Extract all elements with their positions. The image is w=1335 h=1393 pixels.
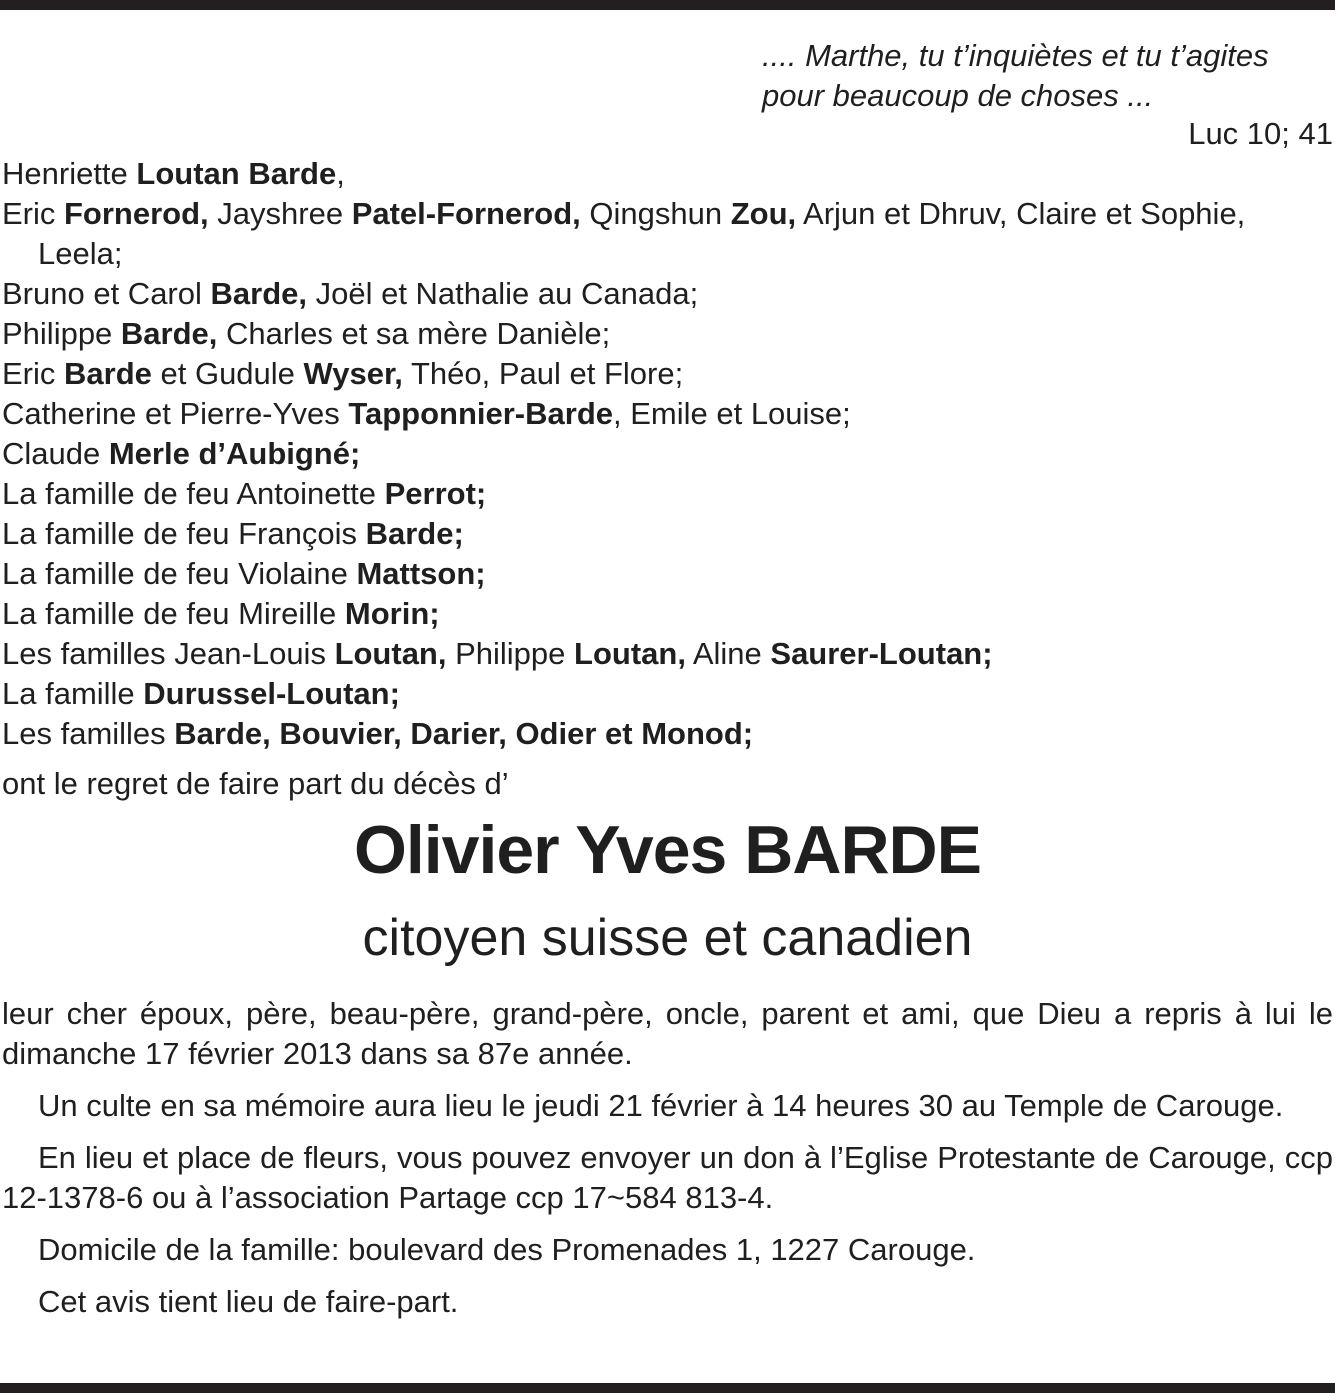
quote-line-2: pour beaucoup de choses ... <box>762 78 1154 113</box>
notice-body <box>2 994 1333 1322</box>
family-line <box>2 594 1333 634</box>
family-surname: Mattson; <box>356 556 486 591</box>
family-line <box>2 274 1333 314</box>
family-text: La famille de feu Mireille <box>2 596 345 631</box>
family-surname: Barde; <box>365 516 464 551</box>
family-surname: Morin; <box>344 596 440 631</box>
family-text: Henriette <box>2 156 137 191</box>
family-text: Philippe <box>2 316 121 351</box>
paragraph-domicile: Domicile de la famille: boulevard des Promenades 1, 1227 Carouge. <box>38 1232 976 1267</box>
family-line <box>2 434 1333 474</box>
family-surname: Merle d’Aubigné; <box>108 436 361 471</box>
bible-quote <box>762 36 1335 116</box>
family-surname: Zou, <box>730 196 797 231</box>
family-surname: Barde, <box>210 276 307 311</box>
family-surname: Loutan Barde <box>136 156 337 191</box>
paragraph-donation: En lieu et place de fleurs, vous pouvez envoyer un don à l’Eglise Protestante de Carouge, ccp 12-1378-6 ou à l’association Partage ccp 17~584 813-4. <box>2 1140 1333 1215</box>
family-line <box>2 554 1333 594</box>
top-rule <box>0 0 1335 10</box>
family-surname: Fornerod, <box>64 196 209 231</box>
family-surname: Perrot; <box>384 476 487 511</box>
deceased-subtitle: citoyen suisse et canadien <box>362 909 973 967</box>
deceased-name: Olivier Yves BARDE <box>353 812 982 888</box>
family-text: La famille de feu Violaine <box>2 556 357 591</box>
paragraph-closing: Cet avis tient lieu de faire-part. <box>38 1284 459 1319</box>
family-text: Jayshree <box>208 196 352 231</box>
family-text: La famille de feu Antoinette <box>2 476 385 511</box>
family-line <box>2 394 1333 434</box>
family-surname: Tapponnier-Barde <box>348 396 613 431</box>
family-line <box>2 634 1333 674</box>
announcement: ont le regret de faire part du décès d’ <box>2 766 509 801</box>
family-surname: Barde, Bouvier, Darier, Odier et Monod; <box>174 716 754 751</box>
family-text: Les familles <box>2 716 175 751</box>
family-text: Philippe <box>446 636 575 671</box>
family-text: Joël et Nathalie au Canada; <box>306 276 699 311</box>
family-surname: Wyser, <box>303 356 403 391</box>
family-text: Catherine et Pierre-Yves <box>2 396 349 431</box>
family-text: Eric <box>2 356 64 391</box>
family-text: et Gudule <box>151 356 304 391</box>
family-text: Charles et sa mère Danièle; <box>217 316 611 351</box>
family-text: Arjun et Dhruv, Claire et Sophie, Leela; <box>38 196 1246 271</box>
quote-reference: Luc 10; 41 <box>1188 116 1333 151</box>
family-line <box>2 194 1333 274</box>
quote-line-1: .... Marthe, tu t’inquiètes et tu t’agites <box>762 38 1269 73</box>
family-line <box>2 674 1333 714</box>
family-text: , <box>336 156 345 191</box>
paragraph-service: Un culte en sa mémoire aura lieu le jeudi 21 février à 14 heures 30 au Temple de Carouge. <box>38 1088 1284 1123</box>
family-text: , Emile et Louise; <box>613 396 851 431</box>
bottom-rule <box>0 1383 1335 1393</box>
family-surname: Durussel-Loutan; <box>143 676 400 711</box>
family-text: La famille de feu François <box>2 516 366 551</box>
family-line <box>2 154 1333 194</box>
family-text: Théo, Paul et Flore; <box>402 356 684 391</box>
family-text: La famille <box>2 676 144 711</box>
family-surname: Barde <box>64 356 152 391</box>
family-surname: Saurer-Loutan; <box>770 636 993 671</box>
family-line <box>2 354 1333 394</box>
family-list <box>2 154 1333 754</box>
family-line <box>2 514 1333 554</box>
family-surname: Loutan, <box>334 636 447 671</box>
family-line <box>2 314 1333 354</box>
family-text: Aline <box>685 636 771 671</box>
family-line <box>2 714 1333 754</box>
family-surname: Barde, <box>120 316 218 351</box>
family-text: Eric <box>2 196 64 231</box>
paragraph-relation: leur cher époux, père, beau-père, grand-père, oncle, parent et ami, que Dieu a repris à lui le dimanche 17 février 2013 dans sa 87e année. <box>2 996 1333 1071</box>
family-surname: Loutan, <box>574 636 686 671</box>
family-text: Les familles Jean-Louis <box>2 636 335 671</box>
family-surname: Patel-Fornerod, <box>351 196 581 231</box>
family-text: Qingshun <box>580 196 731 231</box>
family-text: Bruno et Carol <box>2 276 211 311</box>
family-text: Claude <box>2 436 109 471</box>
family-line <box>2 474 1333 514</box>
